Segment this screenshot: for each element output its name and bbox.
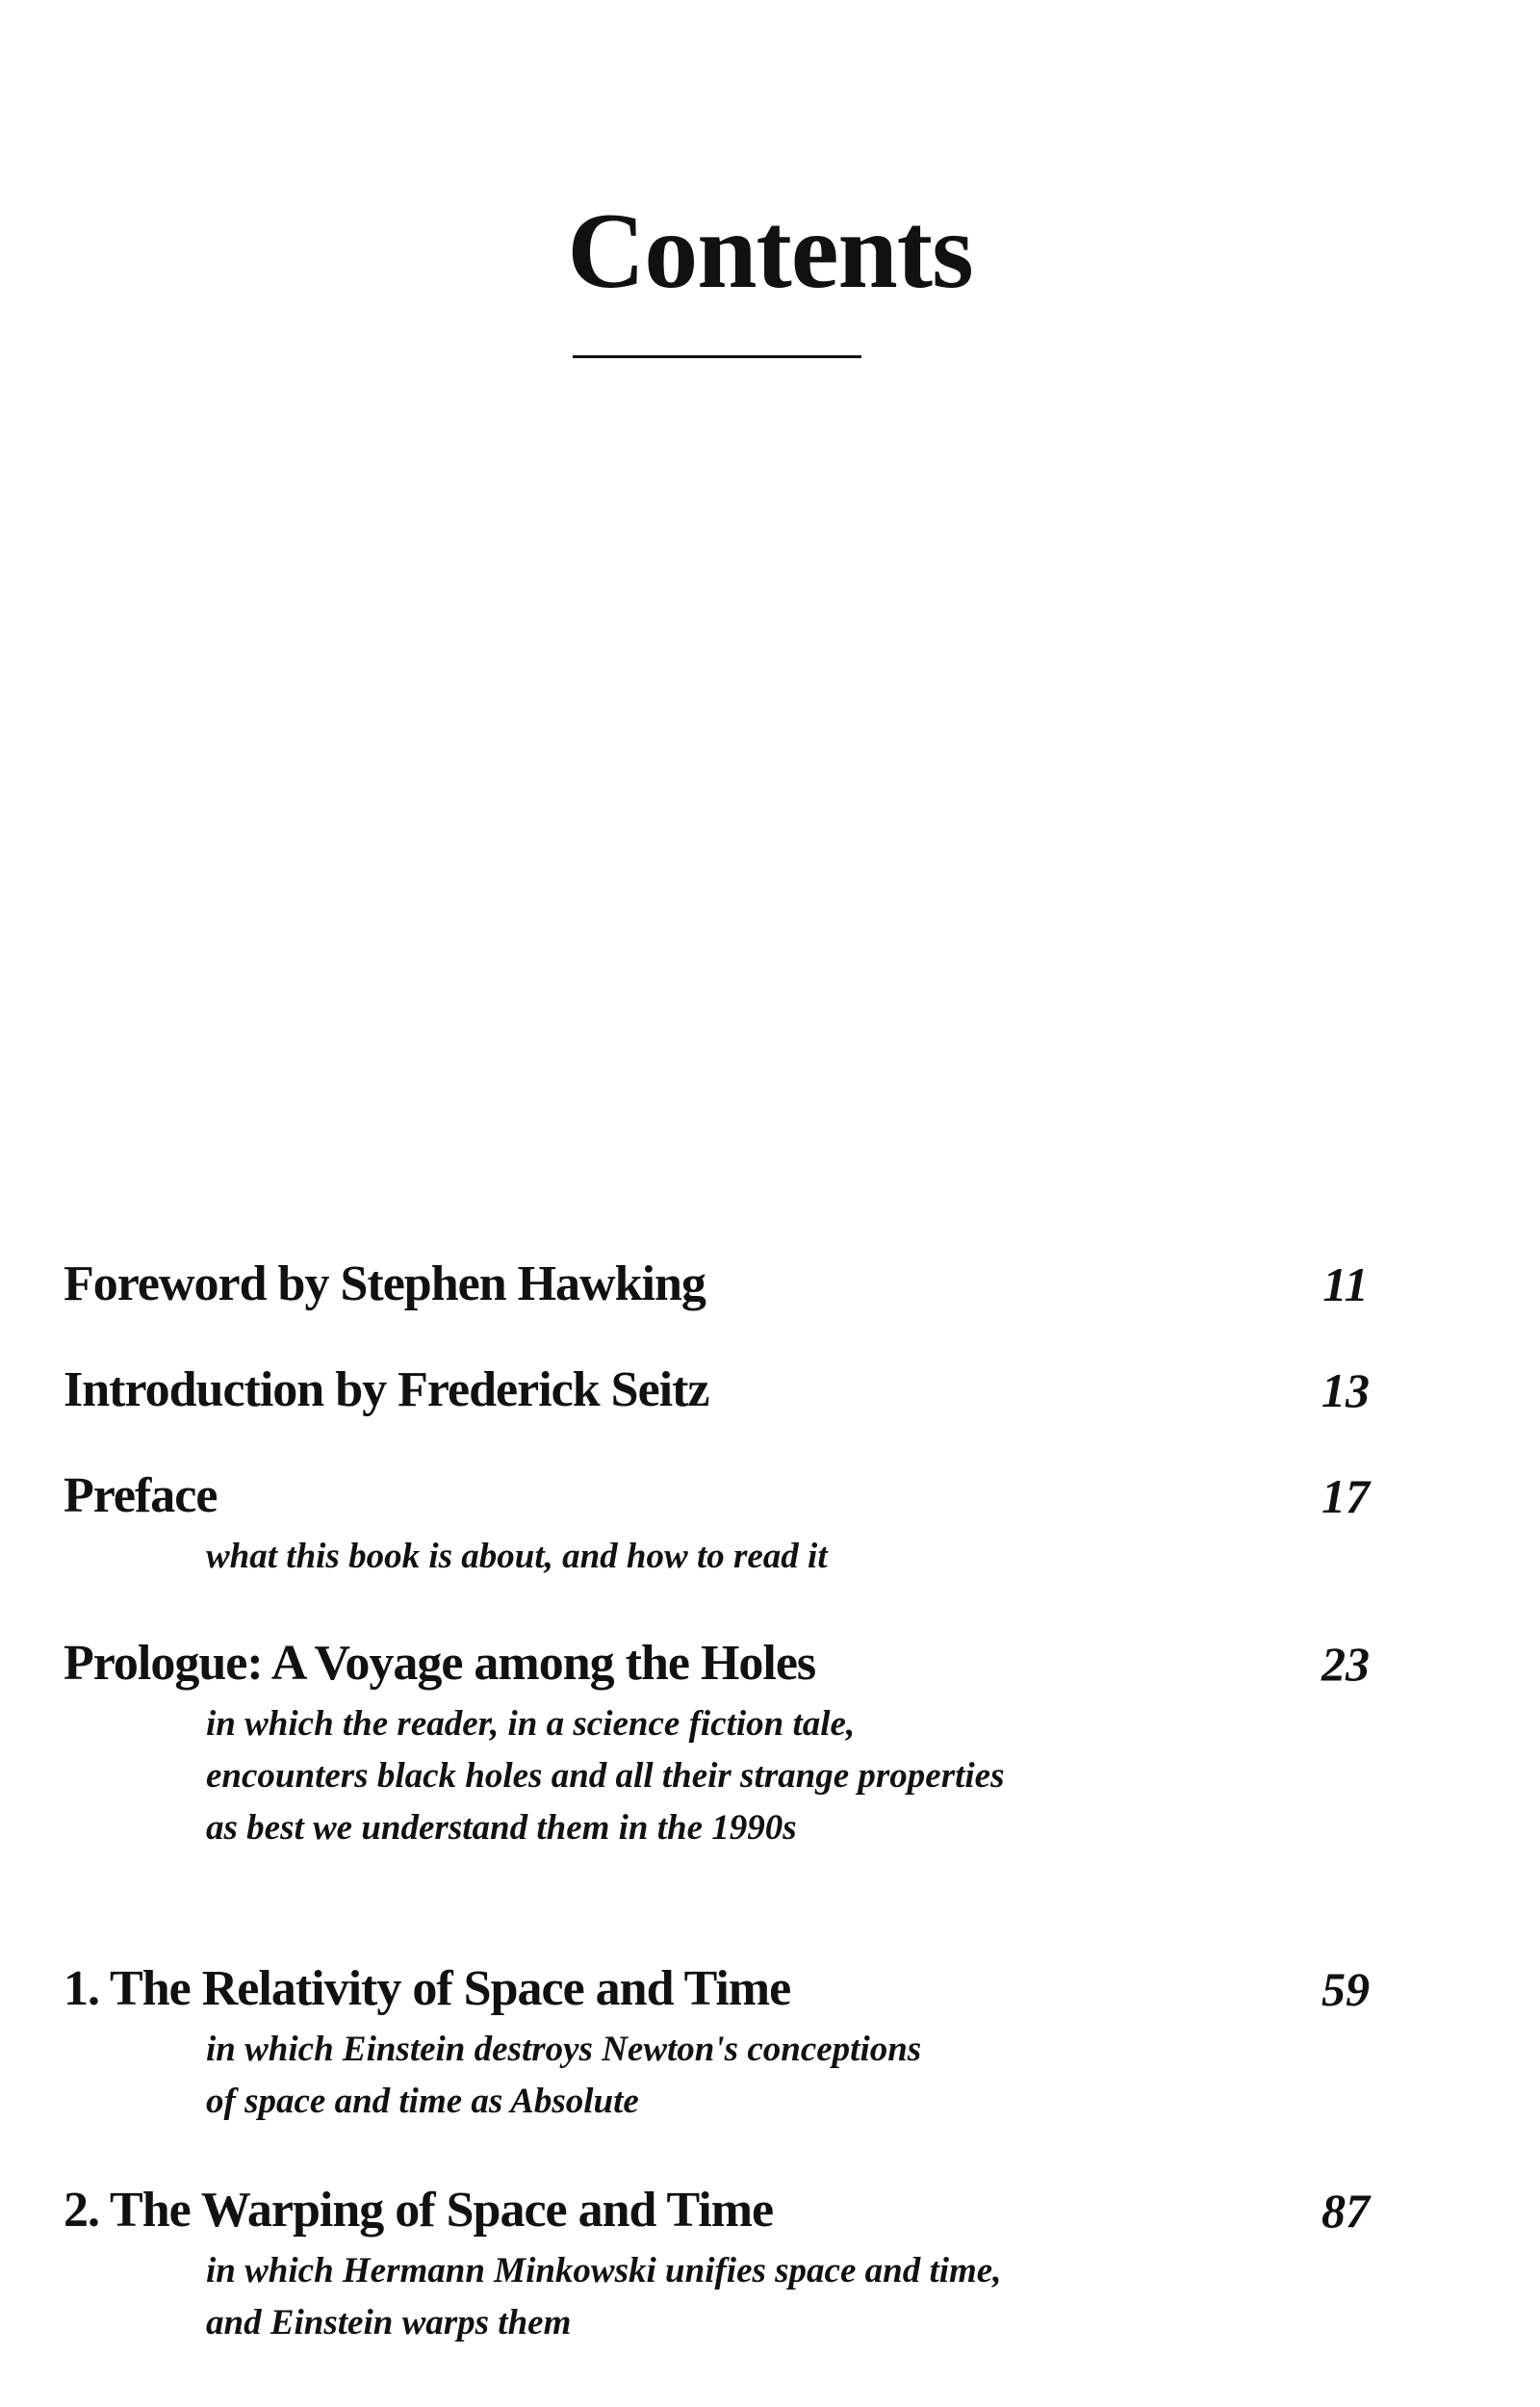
subtitle-line: in which Einstein destroys Newton's conceptions [206, 2030, 922, 2069]
page-title: Contents [567, 192, 973, 311]
entry-title: Preface [64, 1468, 218, 1523]
entry-line [64, 1361, 1392, 1419]
entry-page-number: 23 [1322, 1637, 1370, 1691]
subtitle-line: of space and time as Absolute [206, 2082, 639, 2121]
entry-page-number: 59 [1322, 1962, 1370, 2016]
entry-line [64, 1255, 1392, 1313]
entry-title: 2. The Warping of Space and Time [64, 2183, 774, 2238]
entry-page-number: 87 [1322, 2184, 1370, 2238]
title-rule [573, 355, 861, 358]
subtitle-line: what this book is about, and how to read it [206, 1537, 828, 1576]
entry-title: Prologue: A Voyage among the Holes [64, 1636, 816, 1691]
toc-entry-chapter-2 [64, 2182, 1392, 2349]
subtitle-line: in which the reader, in a science fiction tale, [206, 1704, 856, 1744]
entry-line [64, 1467, 1392, 1525]
toc-entry-foreword [64, 1255, 1392, 1313]
entry-line [64, 1960, 1392, 2018]
entry-subtitle [206, 1698, 1392, 1854]
toc-entry-prologue [64, 1635, 1392, 1854]
toc-entry-introduction [64, 1361, 1392, 1419]
entry-line [64, 1635, 1392, 1693]
toc-entry-chapter-1 [64, 1960, 1392, 2128]
entry-title: Foreword by Stephen Hawking [64, 1256, 706, 1311]
subtitle-line: in which Hermann Minkowski unifies space and time, [206, 2251, 1002, 2291]
entry-title: 1. The Relativity of Space and Time [64, 1961, 791, 2016]
entry-title: Introduction by Frederick Seitz [64, 1362, 709, 1417]
subtitle-line: and Einstein warps them [206, 2303, 572, 2342]
subtitle-line: encounters black holes and all their strange properties [206, 1756, 1005, 1796]
entry-subtitle [206, 1531, 1392, 1583]
subtitle-line: as best we understand them in the 1990s [206, 1808, 797, 1848]
entry-page-number: 11 [1322, 1257, 1369, 1311]
entry-page-number: 17 [1322, 1469, 1370, 1523]
toc-entry-preface [64, 1467, 1392, 1583]
entry-page-number: 13 [1322, 1363, 1370, 1417]
entry-subtitle [206, 2245, 1392, 2349]
entry-line [64, 2182, 1392, 2239]
entry-subtitle [206, 2024, 1392, 2128]
